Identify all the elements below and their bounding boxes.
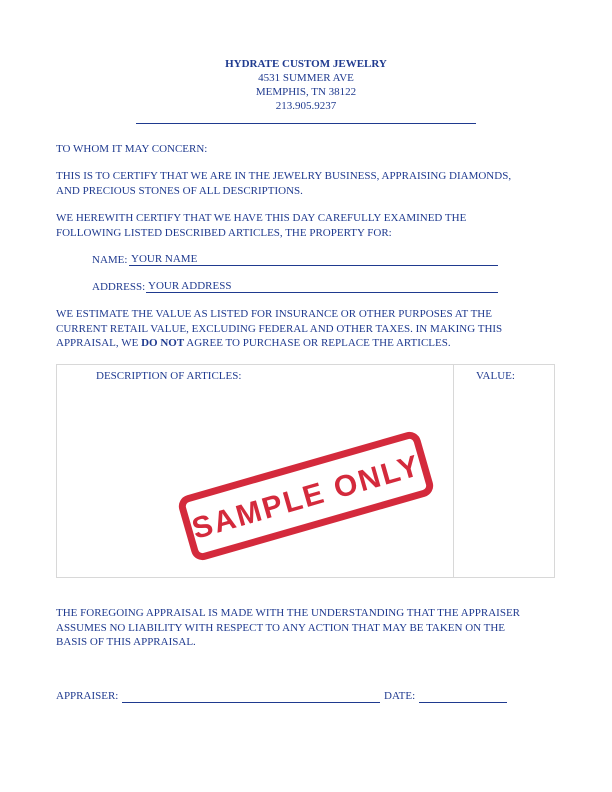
header-divider xyxy=(136,123,476,124)
sample-only-stamp xyxy=(176,416,436,566)
address-value: YOUR ADDRESS xyxy=(148,280,232,292)
phone-number: 213.905.9237 xyxy=(275,100,337,112)
certify-paragraph xyxy=(56,169,556,198)
estimate-line-2: CURRENT RETAIL VALUE, EXCLUDING FEDERAL AND OTHER TAXES. IN MAKING THIS xyxy=(56,322,503,335)
value-cell[interactable] xyxy=(454,395,552,575)
examined-paragraph xyxy=(56,211,556,240)
date-field[interactable] xyxy=(419,690,507,703)
examined-line-1: WE HEREWITH CERTIFY THAT WE HAVE THIS DAY CAREFULLY EXAMINED THE xyxy=(56,212,467,224)
company-name: HYDRATE CUSTOM JEWELRY xyxy=(225,58,387,70)
certify-line-2: AND PRECIOUS STONES OF ALL DESCRIPTIONS. xyxy=(56,184,303,197)
closing-paragraph xyxy=(56,606,556,650)
estimate-line-1: WE ESTIMATE THE VALUE AS LISTED FOR INSURANCE OR OTHER PURPOSES AT THE xyxy=(56,308,492,320)
estimate-paragraph xyxy=(56,307,556,351)
value-header: VALUE: xyxy=(476,370,515,382)
estimate-line-3 xyxy=(56,336,556,351)
stamp-graphic xyxy=(176,416,436,566)
city-state-zip: MEMPHIS, TN 38122 xyxy=(255,86,357,98)
estimate-line-3-post: AGREE TO PURCHASE OR REPLACE THE ARTICLES. xyxy=(184,337,451,349)
name-value: YOUR NAME xyxy=(131,253,198,265)
closing-line-2: ASSUMES NO LIABILITY WITH RESPECT TO ANY ACTION THAT MAY BE TAKEN ON THE xyxy=(56,621,506,634)
description-header: DESCRIPTION OF ARTICLES: xyxy=(96,370,242,382)
do-not-emphasis: DO NOT xyxy=(141,337,185,349)
address-label: ADDRESS: xyxy=(92,281,146,293)
appraiser-signature-field[interactable] xyxy=(122,690,380,703)
examined-line-2: FOLLOWING LISTED DESCRIBED ARTICLES, THE PROPERTY FOR: xyxy=(56,226,392,239)
closing-line-3: BASIS OF THIS APPRAISAL. xyxy=(56,636,196,648)
salutation: TO WHOM IT MAY CONCERN: xyxy=(56,143,208,155)
certify-line-1: THIS IS TO CERTIFY THAT WE ARE IN THE JEWELRY BUSINESS, APPRAISING DIAMONDS, xyxy=(56,170,512,182)
address-field[interactable] xyxy=(146,280,498,293)
appraiser-label: APPRAISER: xyxy=(56,690,119,702)
name-field[interactable] xyxy=(129,253,498,266)
street-address: 4531 SUMMER AVE xyxy=(258,72,354,84)
closing-line-1: THE FOREGOING APPRAISAL IS MADE WITH THE UNDERSTANDING THAT THE APPRAISER xyxy=(56,607,520,619)
stamp-text: SAMPLE ONLY xyxy=(188,449,425,546)
estimate-line-3-pre: APPRAISAL, WE xyxy=(56,337,142,349)
name-label: NAME: xyxy=(92,254,128,266)
date-label: DATE: xyxy=(384,690,416,702)
